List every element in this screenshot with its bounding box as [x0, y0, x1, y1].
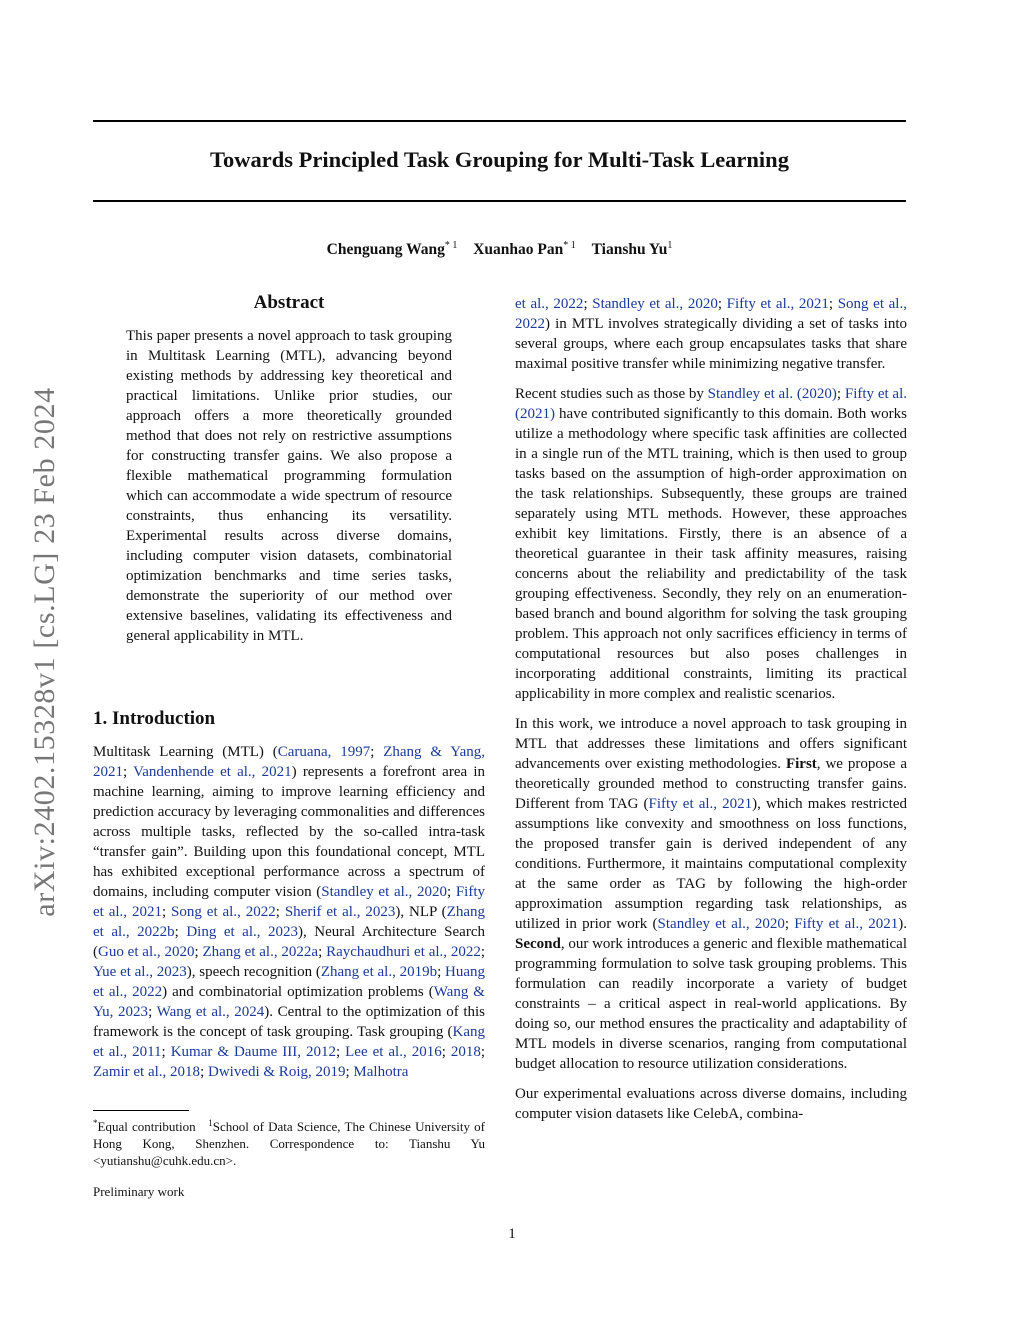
affiliation-text: School of Data Science, The Chinese University of Hong Kong, Shenzhen. Correspondence to: Tianshu Yu <yutianshu@cuhk.edu.cn>. — [93, 1119, 485, 1168]
intro-paragraph-4: Our experimental evaluations across diverse domains, including computer vision datasets like CelebA, combina- — [515, 1086, 907, 1122]
author-marks: * 1 — [444, 240, 458, 251]
author — [473, 241, 576, 258]
author — [592, 241, 673, 258]
citation-link[interactable]: Standley et al., 2020 — [592, 296, 718, 312]
author-name: Xuanhao Pan — [473, 241, 564, 258]
arxiv-identifier: arXiv:2402.15328v1 [cs.LG] 23 Feb 2024 — [28, 387, 61, 917]
citation-link[interactable]: Zhang & Yang, 2021 — [93, 744, 485, 780]
author-marks: 1 — [667, 240, 673, 251]
citation-link[interactable]: Dwivedi & Roig, 2019 — [207, 1064, 346, 1080]
title-rule-top — [93, 120, 906, 122]
citation-link[interactable]: Fifty et al., 2021 — [93, 884, 485, 920]
citation-link[interactable]: Kang et al., 2011 — [93, 1024, 485, 1060]
citation-link[interactable]: Lee et al., 2016 — [345, 1044, 442, 1060]
citation-link[interactable]: Yue et al., 2023 — [93, 964, 187, 980]
affiliation-footnote — [93, 1115, 485, 1169]
abstract-body — [126, 326, 452, 646]
citation-link[interactable]: Song et al., 2022 — [515, 296, 907, 332]
introduction-left-column — [93, 742, 485, 1082]
title-rule-bottom — [93, 200, 906, 202]
citation-link[interactable]: Caruana, 1997 — [277, 744, 371, 760]
citation-link[interactable]: Wang & Yu, 2023 — [93, 984, 485, 1020]
author-name: Tianshu Yu — [591, 241, 668, 258]
introduction-right-column — [515, 294, 907, 1134]
author-list — [93, 236, 906, 260]
citation-link[interactable]: Zamir et al., 2018 — [93, 1064, 201, 1080]
citation-link[interactable]: Fifty et al., 2021 — [794, 916, 899, 932]
citation-link[interactable]: Zhang et al., 2022a — [202, 944, 319, 960]
citation-link[interactable]: Raychaudhuri et al., 2022 — [326, 944, 481, 960]
intro-paragraph-1: Multitask Learning (MTL) (Caruana, 1997; Zhang & Yang, 2021; Vandenhende et al., 2021) represents a forefront area in machine learning, aiming to improve learning efficiency and prediction accuracy by leveraging commonalities and differences across multiple tasks, reflected by the so-called intra-task “transfer gain”. Building upon this foundational concept, MTL has exhibited exceptional performance across a spectrum of domains, including computer vision (Standley et al., 2020; Fifty et al., 2021; Song et al., 2022; Sherif et al., 2023), NLP (Zhang et al., 2022b; Ding et al., 2023), Neural Architecture Search (Guo et al., 2020; Zhang et al., 2022a; Raychaudhuri et al., 2022; Yue et al., 2023), speech recognition (Zhang et al., 2019b; Huang et al., 2022) and combinatorial optimization problems (Wang & Yu, 2023; Wang et al., 2024). Central to the optimization of this framework is the concept of task grouping. Task grouping (Kang et al., 2011; Kumar & Daume III, 2012; Lee et al., 2016; 2018; Zamir et al., 2018; Dwivedi & Roig, 2019; Malhotra — [93, 744, 486, 1080]
author — [327, 241, 458, 258]
equal-contribution-text: Equal contribution — [97, 1119, 196, 1134]
citation-link[interactable]: Standley et al., 2020 — [657, 916, 785, 932]
citation-link[interactable]: Zhang et al., 2022b — [93, 904, 485, 940]
footnote-rule — [93, 1110, 189, 1111]
abstract-text: This paper presents a novel approach to task grouping in Multitask Learning (MTL), advancing beyond existing methods by addressing key theoretical and practical limitations. Unlike prior studies, our approach offers a more theoretically grounded method that does not rely on restrictive assumptions for constructing transfer gains. We also propose a flexible mathematical programming formulation which can accommodate a wide spectrum of resource constraints, thus enhancing its versatility. Experimental results across diverse domains, including computer vision datasets, combinatorial optimization benchmarks and time series tasks, demonstrate the superiority of our method over extensive baselines, validating its effectiveness and general applicability in MTL. — [126, 328, 452, 644]
introduction-heading: 1. Introduction — [93, 708, 216, 729]
intro-paragraph-1-continued: et al., 2022; Standley et al., 2020; Fifty et al., 2021; Song et al., 2022) in MTL involves strategically dividing a set of tasks into several groups, where each group encapsulates tasks that share maximal positive transfer while minimizing negative transfer. — [515, 296, 907, 372]
citation-link[interactable]: Wang et al., 2024 — [156, 1004, 265, 1020]
citation-link[interactable]: Malhotra — [353, 1064, 409, 1080]
citation-link[interactable]: Guo et al., 2020 — [98, 944, 195, 960]
emphasis-text: First — [785, 756, 817, 772]
citation-link[interactable]: Kumar & Daume III, 2012 — [170, 1044, 336, 1060]
citation-link[interactable]: Sherif et al., 2023 — [284, 904, 396, 920]
author-marks: * 1 — [563, 240, 576, 251]
citation-link[interactable]: Standley et al., 2020 — [321, 884, 447, 900]
preliminary-note: Preliminary work — [93, 1184, 185, 1199]
citation-link[interactable]: Fifty et al., 2021 — [726, 296, 829, 312]
author-name: Chenguang Wang — [326, 241, 445, 258]
page-number: 1 — [508, 1226, 516, 1242]
citation-link[interactable]: Fifty et al. (2021) — [515, 386, 907, 422]
citation-link[interactable]: Vandenhende et al., 2021 — [133, 764, 292, 780]
citation-link[interactable]: Ding et al., 2023 — [186, 924, 298, 940]
emphasis-text: Second — [515, 936, 561, 952]
paper-title: Towards Principled Task Grouping for Multi-Task Learning — [210, 147, 789, 172]
citation-link[interactable]: Standley et al. (2020) — [707, 386, 837, 402]
affiliation-mark: 1 — [208, 1118, 213, 1128]
citation-link[interactable]: Huang et al., 2022 — [93, 964, 486, 1000]
intro-paragraph-3: In this work, we introduce a novel approach to task grouping in MTL that addresses these limitations and offers significant advancements over existing methodologies. First, we propose a theoretically grounded method to constructing transfer gains. Different from TAG (Fifty et al., 2021), which makes restricted assumptions like convexity and smoothness on loss functions, the proposed transfer gain is derived independent of any conditions. Furthermore, it maintains computational complexity at the same order as TAG by following the high-order approximation assumption regarding task relationships, as utilized in prior work (Standley et al., 2020; Fifty et al., 2021). Second, our work introduces a generic and flexible mathematical programming formulation to solve task grouping problems. This formulation can readily incorporate a variety of budget constraints – a critical aspect in real-world applications. By doing so, our method ensures the practicality and adaptability of MTL models in diverse scenarios, ranging from computational budget allocation to resource utilization considerations. — [515, 716, 907, 1072]
citation-link[interactable]: 2018 — [450, 1044, 481, 1060]
citation-link[interactable]: Fifty et al., 2021 — [648, 796, 753, 812]
intro-paragraph-2: Recent studies such as those by Standley et al. (2020); Fifty et al. (2021) have contributed significantly to this domain. Both works utilize a methodology where specific task affinities are collected in a single run of the MTL training, which is then used to group tasks based on the assumption of high-order approximation on the task relationships. Subsequently, these groups are trained separately using MTL methods. However, these approaches exhibit key limitations. Firstly, there is an absence of a theoretical guarantee in their task affinity measures, raising concerns about the reliability and predictability of the task grouping effectiveness. Secondly, they rely on an enumeration-based branch and bound algorithm for solving the task grouping problem. This approach not only sacrifices efficiency in terms of computational resources but also poses challenges in incorporating additional constraints, limiting its practical applicability in more complex and realistic scenarios. — [515, 386, 907, 702]
equal-contribution-mark: * — [93, 1118, 98, 1128]
abstract-heading: Abstract — [253, 292, 325, 313]
citation-link[interactable]: et al., 2022 — [515, 296, 584, 312]
citation-link[interactable]: Song et al., 2022 — [171, 904, 276, 920]
citation-link[interactable]: Zhang et al., 2019b — [320, 964, 438, 980]
